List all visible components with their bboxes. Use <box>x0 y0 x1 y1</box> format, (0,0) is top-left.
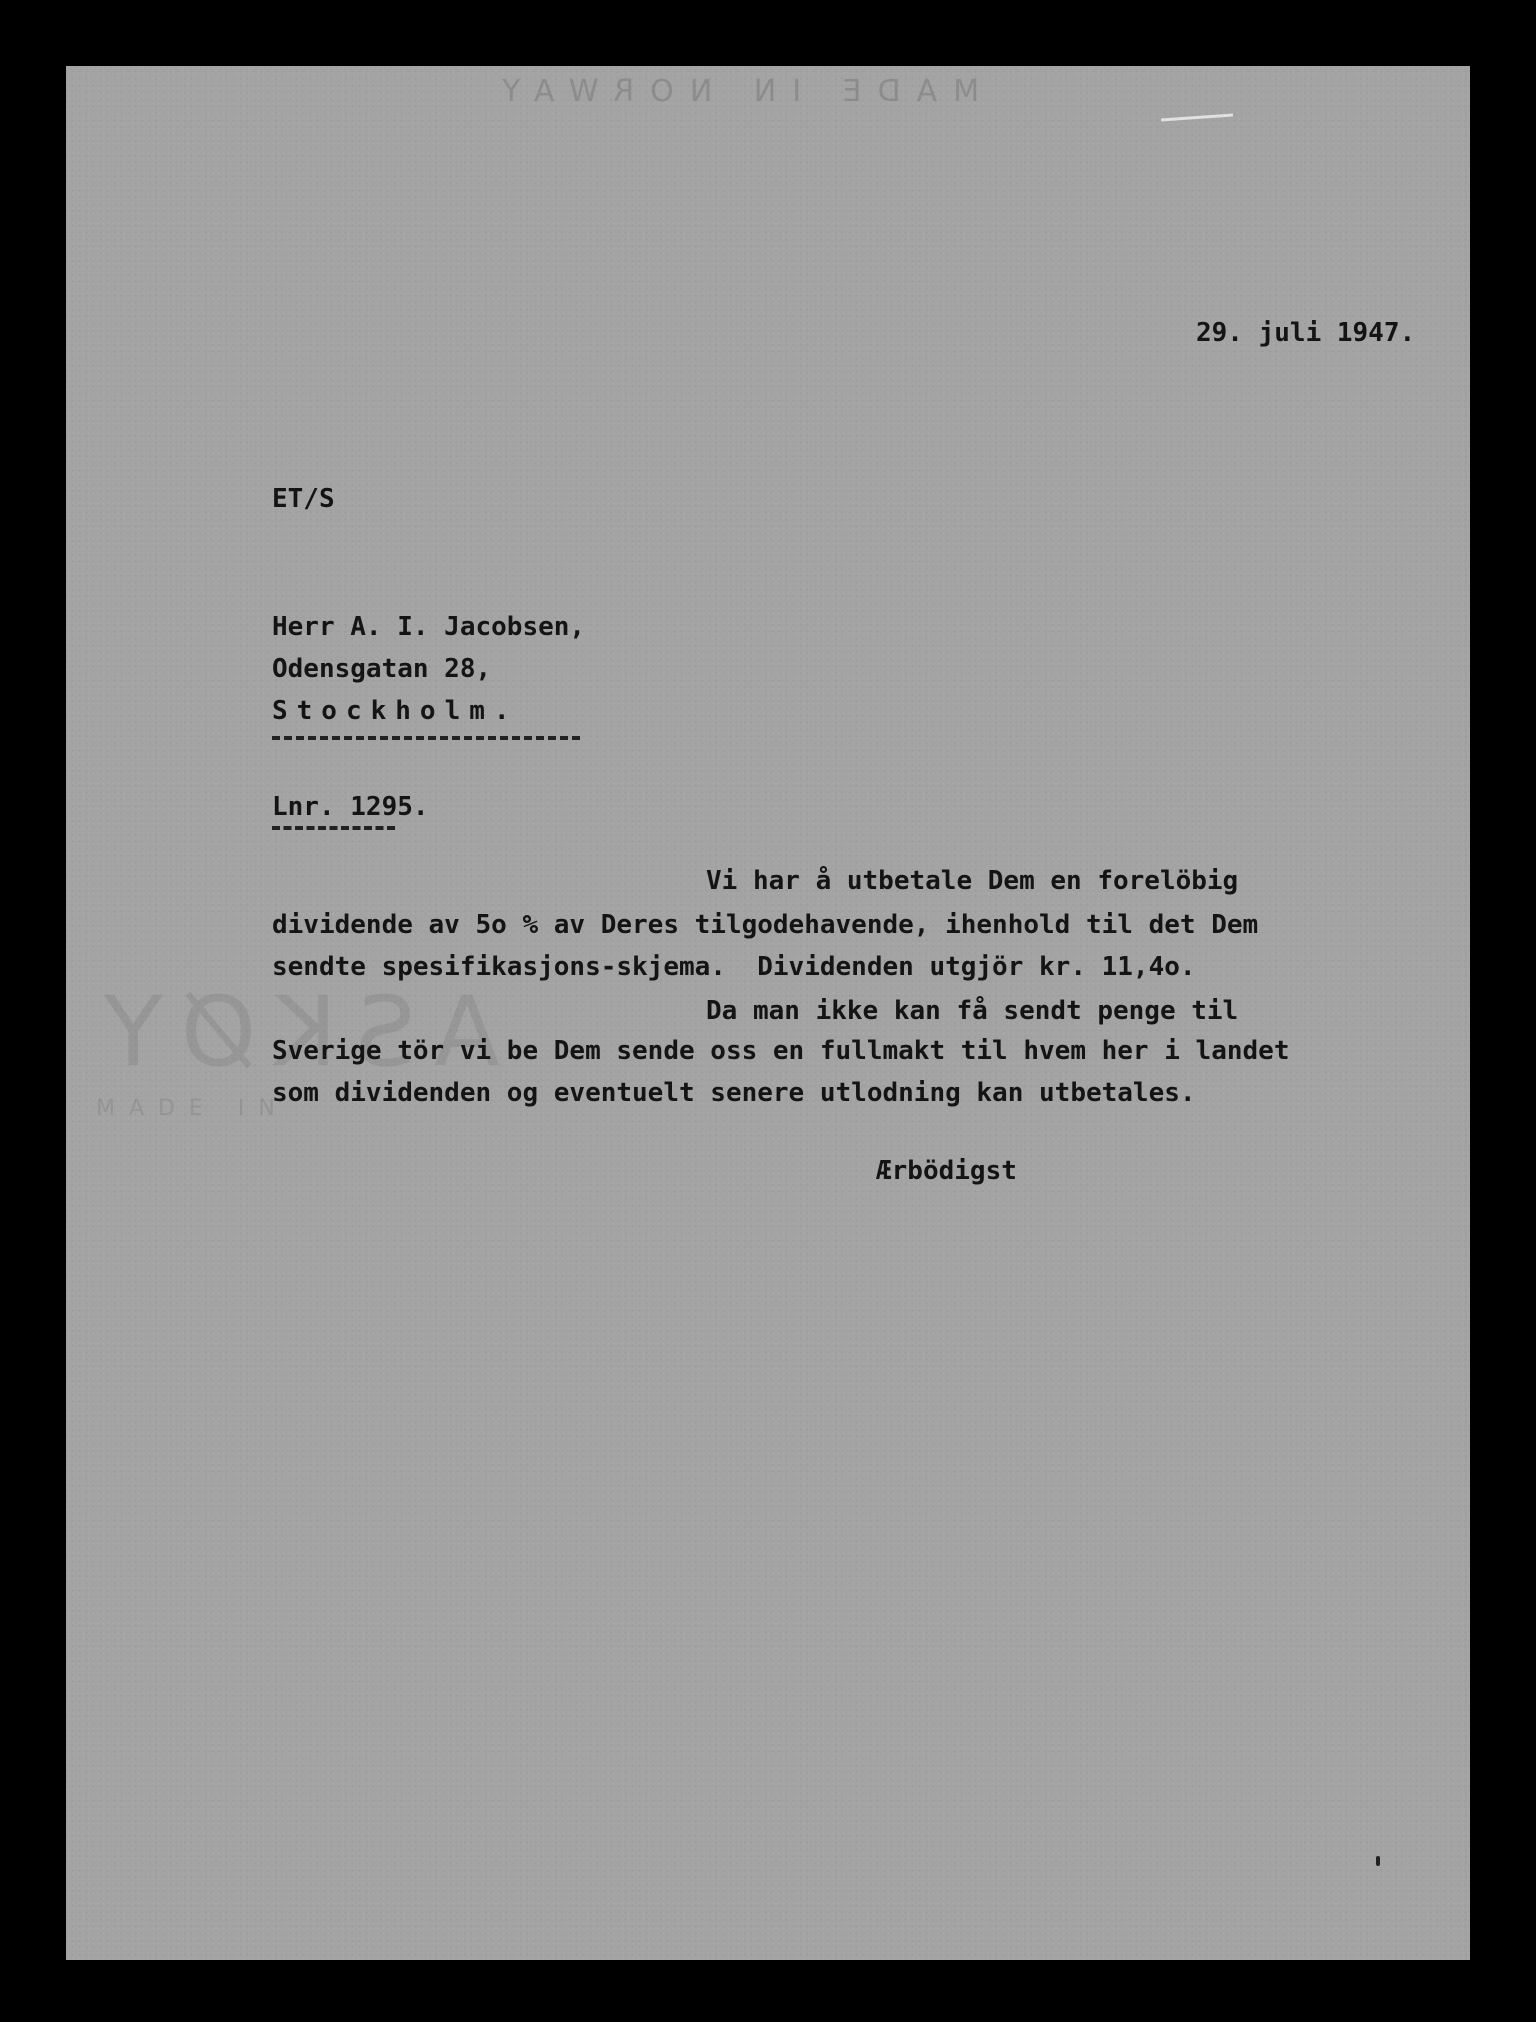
body-line: dividende av 5o % av Deres tilgodehavende, ihenhold til det Dem <box>272 910 1259 940</box>
letter-date: 29. juli 1947. <box>1196 318 1416 348</box>
body-line: Vi har å utbetale Dem en forelöbig <box>706 866 1239 896</box>
ink-speck <box>1376 1856 1380 1866</box>
closing-salutation: Ærbödigst <box>876 1156 1017 1186</box>
recipient-name: Herr A. I. Jacobsen, <box>272 612 586 642</box>
body-line: Da man ikke kan få sendt penge til <box>706 996 1239 1026</box>
watermark-left-large: ASKØY <box>86 976 500 1088</box>
body-line: sendte spesifikasjons-skjema. Dividenden utgjör kr. 11,4o. <box>272 952 1196 982</box>
recipient-street: Odensgatan 28, <box>272 654 492 684</box>
loan-number: Lnr. 1295. <box>272 792 429 822</box>
paper-mark <box>1161 113 1233 121</box>
body-line: som dividenden og eventuelt senere utlodning kan utbetales. <box>272 1078 1196 1108</box>
loan-number-underline <box>272 826 395 830</box>
reference-initials: ET/S <box>272 484 335 514</box>
address-underline <box>272 736 580 740</box>
watermark-top: MADE IN NORWAY <box>486 74 980 109</box>
letter-page <box>66 66 1470 1960</box>
watermark-left-small: MADE IN <box>96 1096 289 1121</box>
recipient-city: Stockholm. <box>272 696 519 726</box>
body-line: Sverige tör vi be Dem sende oss en fullmakt til hvem her i landet <box>272 1036 1290 1066</box>
